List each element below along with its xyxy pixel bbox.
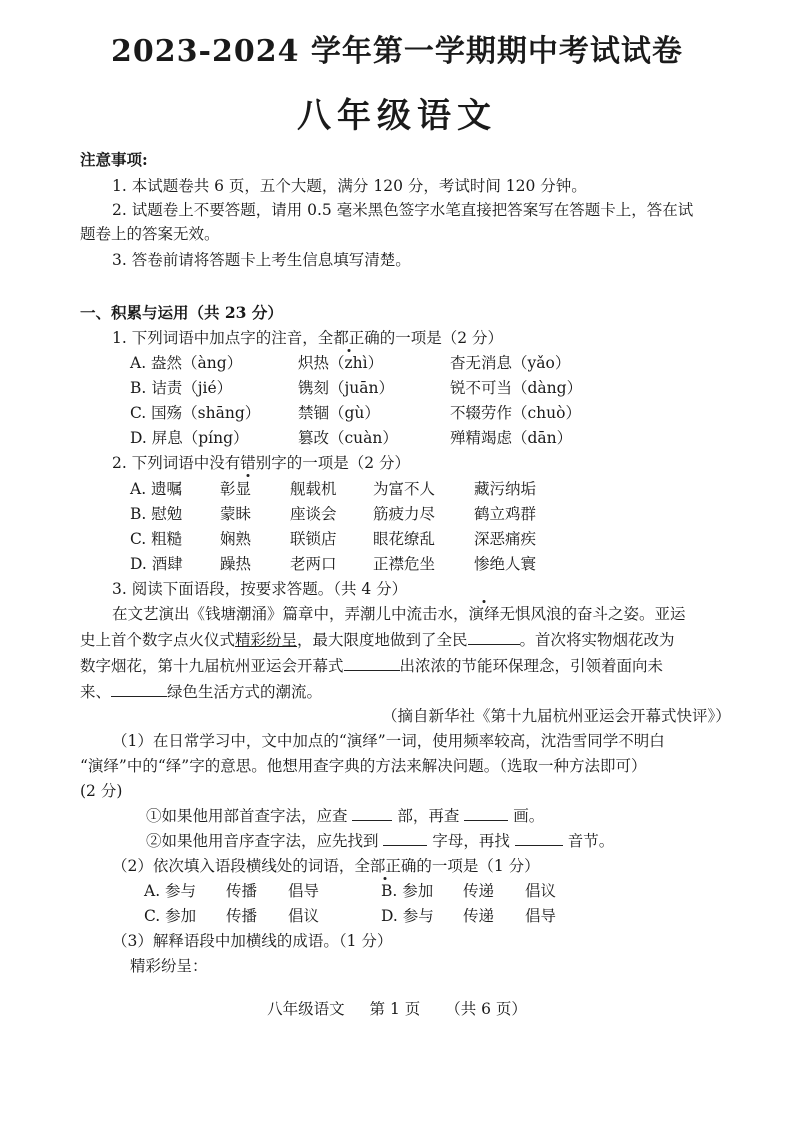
blank-syllable	[515, 831, 563, 846]
blank-strokes	[464, 806, 508, 821]
notice-item-2-cont: 题卷上的答案无效。	[80, 225, 220, 243]
q3-sub1-line-1: （1）在日常学习中，文中加点的“演绎”一词，使用频率较高，沈浩雪同学不明白	[112, 732, 665, 750]
blank-radical	[352, 806, 392, 821]
q3-sub2-stem: （2）依次填入语段横线处的词语，全部正确的一项是（1 分）	[112, 857, 540, 875]
q3-sub3-stem: （3）解释语段中加横线的成语。（1 分）	[112, 932, 393, 950]
blank-letter	[383, 831, 427, 846]
notice-item-1: 1. 本试题卷共 6 页，五个大题，满分 120 分，考试时间 120 分钟。	[112, 177, 587, 195]
q1-emphasis: 全都正确	[317, 329, 380, 347]
q3-passage-line-4: 来、 绿色生活方式的潮流。	[80, 683, 323, 701]
q3-passage-line-2: 史上首个数字点火仪式精彩纷呈，最大限度地做到了全民 。首次将实物烟花改为	[80, 631, 675, 649]
q3-sub2-emphasis: 全部正确	[354, 857, 417, 875]
q3-sub3-answer-label: 精彩纷呈：	[130, 957, 208, 975]
q3-sub1-line-2: “演绎”中的“绎”字的意思。他想用查字典的方法来解决问题。（选取一种方法即可）	[80, 757, 647, 775]
blank-1	[468, 630, 520, 645]
page-footer	[0, 997, 794, 1019]
q3-source: （摘自新华社《第十九届杭州亚运会开幕式快评》）	[382, 707, 731, 725]
exam-title: 2023-2024 学年第一学期期中考试试卷	[111, 34, 683, 69]
section-heading: 一、积累与运用（共 23 分）	[80, 303, 283, 322]
q3-passage-line-3: 数字烟花，第十九届杭州亚运会开幕式 出浓浓的节能环保理念，引领着面向未	[80, 657, 664, 675]
q3-sub1-line-3: (2 分)	[80, 782, 123, 800]
q3-sub1-radical-method: ①如果他用部首查字法，应查 部，再查 画。	[146, 807, 545, 825]
notice-item-2: 2. 试题卷上不要答题，请用 0.5 毫米黑色签字水笔直接把答案写在答题卡上，答在试	[112, 201, 694, 219]
footer-page: 第 1 页	[369, 1000, 421, 1018]
q3-dotted-word: 演绎	[468, 605, 500, 623]
footer-total: （共 6 页）	[445, 1000, 527, 1018]
q3-underlined-idiom: 精彩纷呈	[235, 631, 298, 649]
q2-emphasis: 没有错别字	[209, 454, 287, 472]
notice-heading: 注意事项:	[80, 150, 148, 169]
exam-subtitle: 八年级语文	[297, 96, 497, 136]
blank-2	[344, 656, 400, 671]
notice-item-3: 3. 答卷前请将答题卡上考生信息填写清楚。	[112, 251, 411, 269]
footer-subject: 八年级语文	[267, 1000, 345, 1018]
q3-passage-line-1: 在文艺演出《钱塘潮涌》篇章中，弄潮儿中流击水，演绎无惧风浪的奋斗之姿。亚运	[112, 605, 686, 623]
q3-sub1-pinyin-method: ②如果他用音序查字法，应先找到 字母，再找 音节。	[146, 832, 615, 850]
q3-heading: 3. 阅读下面语段，按要求答题。（共 4 分）	[112, 580, 408, 598]
q2-stem: 2. 下列词语中没有错别字的一项是（2 分）	[112, 454, 411, 472]
blank-3	[111, 682, 167, 697]
q1-stem: 1. 下列词语中加点字的注音，全都正确的一项是（2 分）	[112, 329, 504, 347]
